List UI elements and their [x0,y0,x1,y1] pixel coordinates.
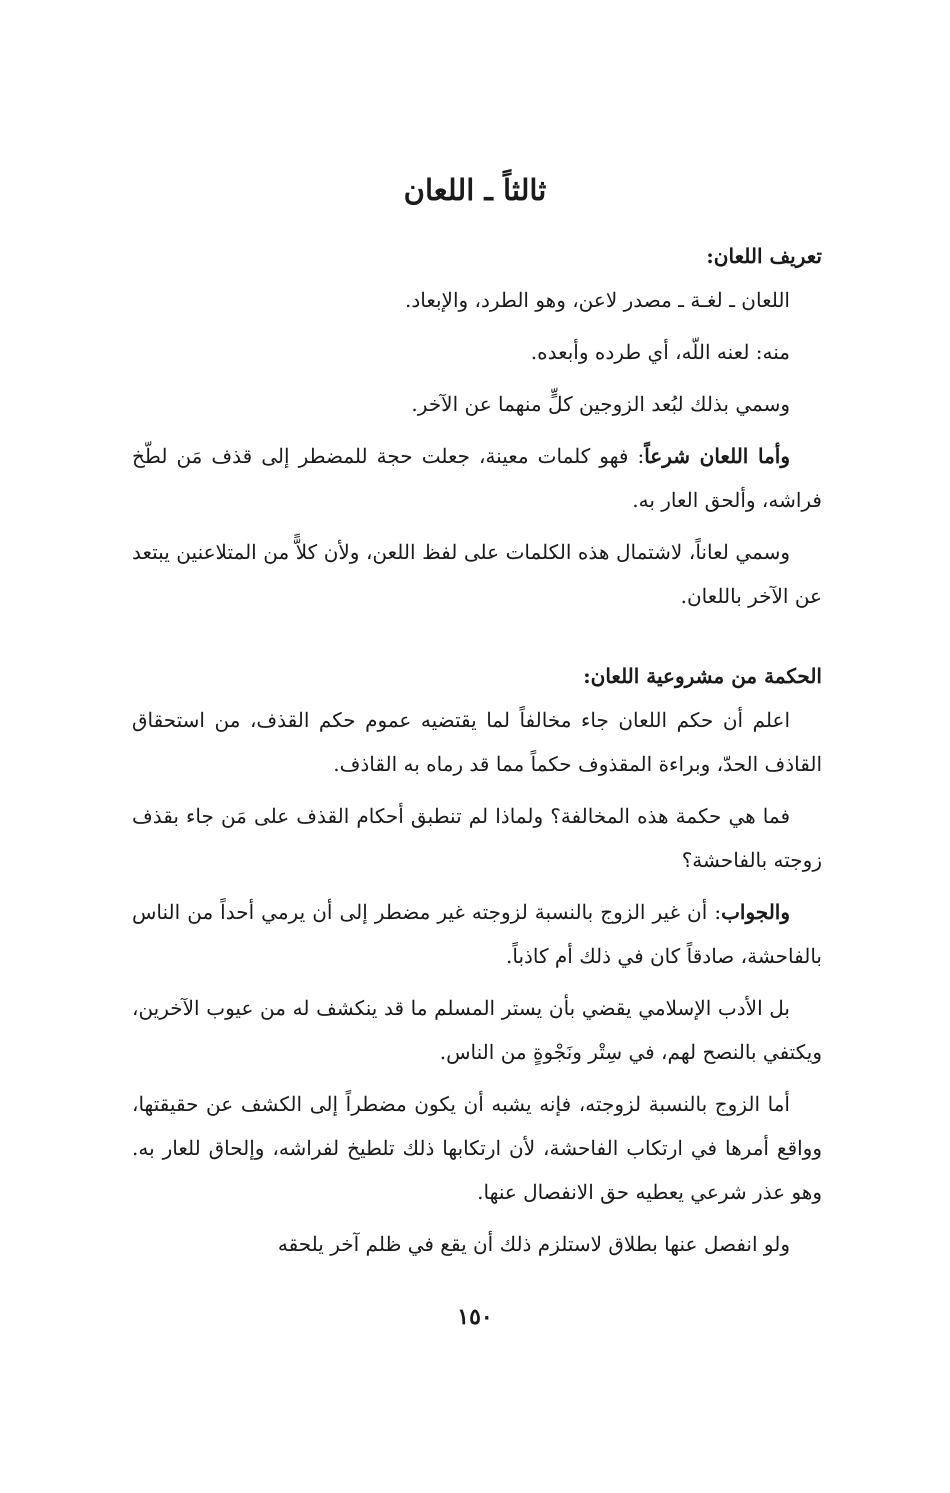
paragraph-example: منه: لعنه اللّه، أي طرده وأبعده. [530,340,790,364]
page-number: ١٥٠ [457,1304,493,1330]
section-heading-wisdom: الحكمة من مشروعية اللعان: [583,664,822,688]
answer-lead: والجواب [721,900,790,924]
paragraph-linguistic-definition: اللعان ـ لغـة ـ مصدر لاعن، وهو الطرد، والإبعاد. [404,288,790,312]
paragraph-islamic-manners: بل الأدب الإسلامي يقضي بأن يستر المسلم ما قد ينكشف له من عيوب الآخرين، ويكتفي بالنصح لهم، في سِتْر ونَجْوةٍ من الناس. [132,996,822,1064]
page-title: ثالثاً ـ اللعان [403,173,547,207]
section-heading-definition: تعريف اللعان: [706,244,822,268]
paragraph-husband-case: أما الزوج بالنسبة لزوجته، فإنه يشبه أن يكون مضطراً إلى الكشف عن حقيقتها، وواقع أمرها في ارتكاب الفاحشة، لأن ارتكابها ذلك تلطيخ لفراشه، وإلحاق للعار به. وهو عذر شرعي يعطيه حق الانفصال عنها. [132,1092,822,1204]
paragraph-naming-lian: وسمي لعاناً، لاشتمال هذه الكلمات على لفظ اللعن، ولأن كلاًّ من المتلاعنين يبتعد عن الآخر باللعان. [132,540,822,608]
legal-definition-text: : فهو كلمات معينة، جعلت حجة للمضطر إلى قذف مَن لطّخ فراشه، وألحق العار به. [132,444,822,512]
paragraph-naming-reason: وسمي بذلك لبُعد الزوجين كلٍّ منهما عن الآخر. [411,392,790,416]
answer-text: : أن غير الزوج بالنسبة لزوجته غير مضطر إلى أن يرمي أحداً من الناس بالفاحشة، صادقاً كان في ذلك أم كاذباً. [132,900,822,968]
section-gap [132,626,822,660]
paragraph-divorce-case: ولو انفصل عنها بطلاق لاستلزم ذلك أن يقع في ظلم آخر يلحقه [277,1232,790,1256]
paragraph-question: فما هي حكمة هذه المخالفة؟ ولماذا لم تنطبق أحكام القذف على مَن جاء بقذف زوجته بالفاحشة؟ [132,804,822,872]
legal-definition-lead: وأما اللعان شرعاً [644,444,791,468]
paragraph-answer [132,890,822,978]
paragraph-know-ruling: اعلم أن حكم اللعان جاء مخالفاً لما يقتضيه عموم حكم القذف، من استحقاق القاذف الحدّ، وبراءة المقذوف حكماً مما قد رماه به القاذف. [132,708,822,776]
paragraph-legal-definition [132,434,822,522]
page-body [132,240,822,1274]
